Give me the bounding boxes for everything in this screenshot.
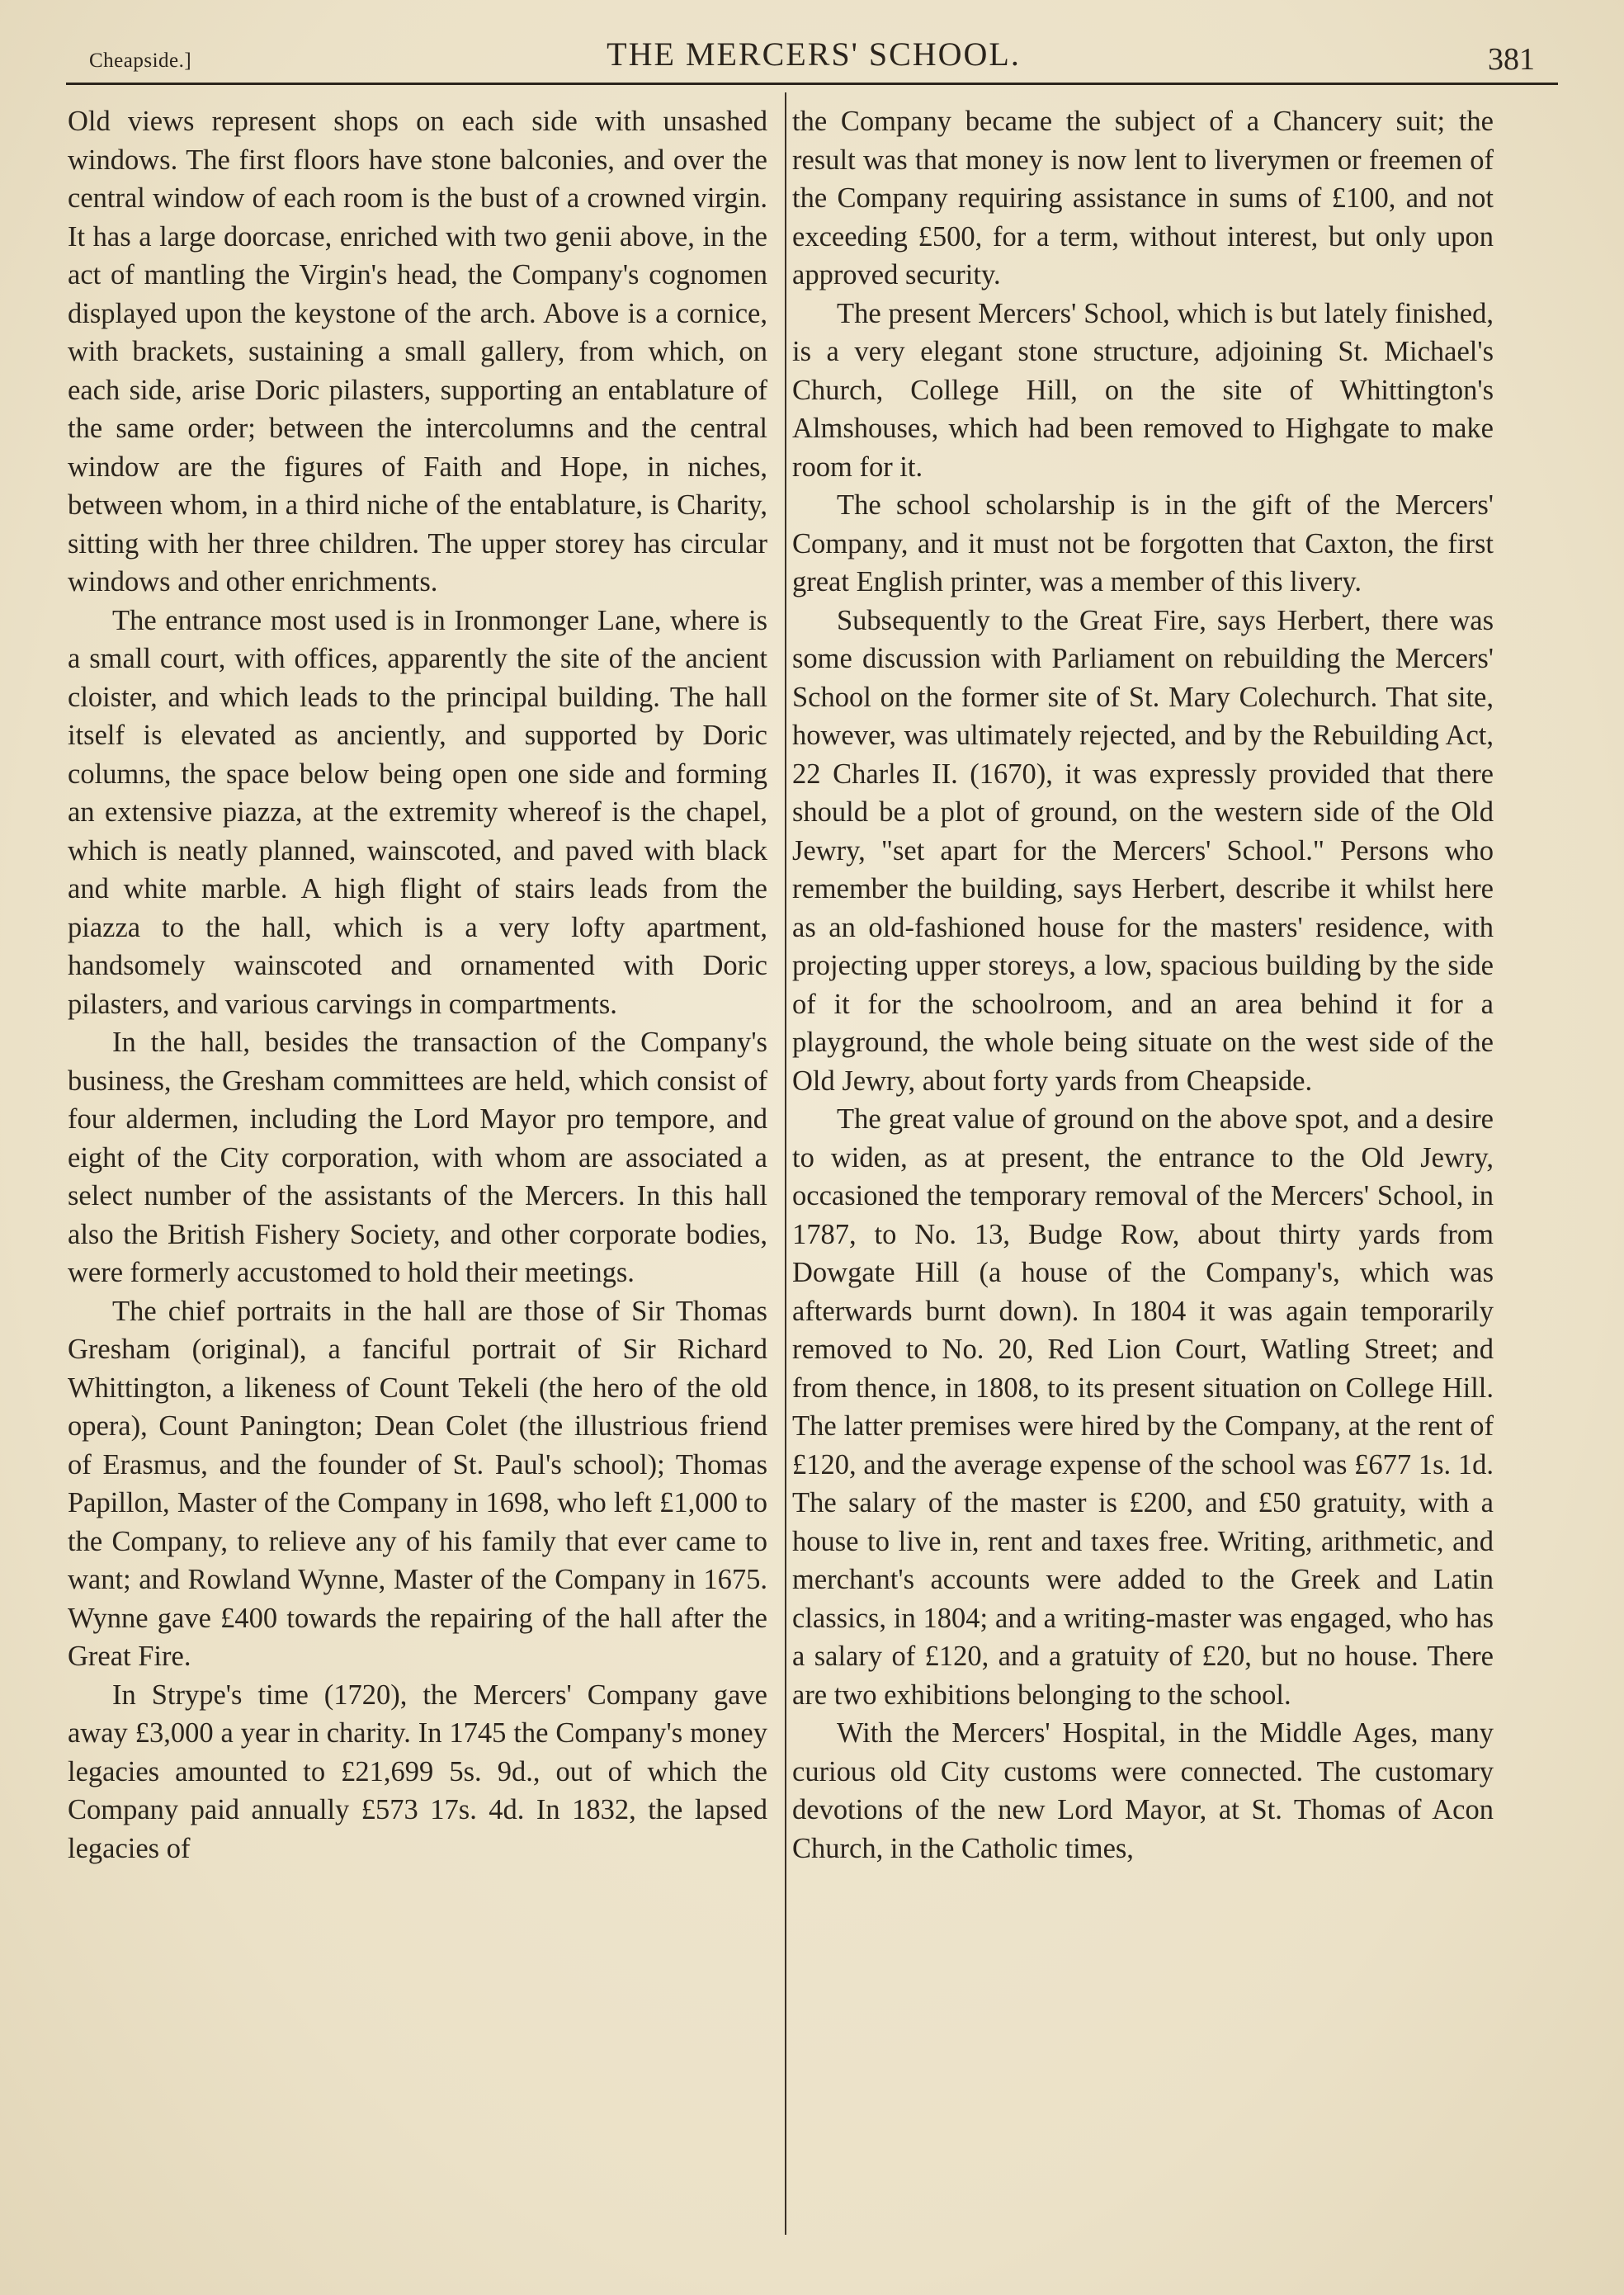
paragraph: In Strype's time (1720), the Mercers' Company gave away £3,000 a year in charity. In 1745 the Company's money legacies amounted to £21,699 5s. 9d., out of which the Company paid annually £573 17s. 4d. In 1832, the lapsed legacies of	[68, 1679, 767, 1864]
left-column	[68, 102, 767, 1868]
right-column	[792, 102, 1494, 1868]
paragraph: the Company became the subject of a Chancery suit; the result was that money is now lent to liverymen or freemen of the Company requiring assistance in sums of £100, and not exceeding £500, for a term, without interest, but only upon approved security.	[792, 106, 1494, 290]
paragraph: Subsequently to the Great Fire, says Herbert, there was some discussion with Parliament on rebuilding the Mercers' School on the former site of St. Mary Colechurch. That site, however, was ultimately rejected, and by the Rebuilding Act, 22 Charles II. (1670), it was expressly provided that there should be a plot of ground, on the western side of the Old Jewry, "set apart for the Mercers' School." Persons who remember the building, says Herbert, describe it whilst here as an old-fashioned house for the masters' residence, with projecting upper storeys, a low, spacious building by the side of it for the schoolroom, and an area behind it for a playground, the whole being situate on the west side of the Old Jewry, about forty yards from Cheapside.	[792, 604, 1494, 1097]
paragraph: The chief portraits in the hall are those of Sir Thomas Gresham (original), a fanciful portrait of Sir Richard Whittington, a likeness of Count Tekeli (the hero of the old opera), Count Panington; Dean Colet (the illustrious friend of Erasmus, and the founder of St. Paul's school); Thomas Papillon, Master of the Company in 1698, who left £1,000 to the Company, to relieve any of his family that ever came to want; and Rowland Wynne, Master of the Company in 1675. Wynne gave £400 towards the repairing of the hall after the Great Fire.	[68, 1295, 767, 1672]
paragraph: In the hall, besides the transaction of the Company's business, the Gresham committees are held, which consist of four aldermen, including the Lord Mayor pro tempore, and eight of the City corporation, with whom are associated a select number of the assistants of the Mercers. In this hall also the British Fishery Society, and other corporate bodies, were formerly accustomed to hold their meetings.	[68, 1027, 767, 1288]
running-head	[86, 33, 1541, 79]
header-rule	[66, 83, 1558, 85]
paragraph: Old views represent shops on each side with unsashed windows. The first floors have stone balconies, and over the central window of each room is the bust of a crowned virgin. It has a large doorcase, enriched with two genii above, in the act of mantling the Virgin's head, the Company's cognomen displayed upon the keystone of the arch. Above is a cornice, with brackets, sustaining a small gallery, from which, on each side, arise Doric pilasters, supporting an entablature of the same order; between the intercolumns and the central window are the figures of Faith and Hope, in niches, between whom, in a third niche of the entablature, is Charity, sitting with her three children. The upper storey has circular windows and other enrichments.	[68, 106, 767, 597]
paragraph: With the Mercers' Hospital, in the Middle Ages, many curious old City customs were connected. The customary devotions of the new Lord Mayor, at St. Thomas of Acon Church, in the Catholic times,	[792, 1717, 1494, 1864]
paragraph: The school scholarship is in the gift of the Mercers' Company, and it must not be forgotten that Caxton, the first great English printer, was a member of this livery.	[792, 489, 1494, 597]
paragraph: The great value of ground on the above spot, and a desire to widen, as at present, the entrance to the Old Jewry, occasioned the temporary removal of the Mercers' School, in 1787, to No. 13, Budge Row, about thirty yards from Dowgate Hill (a house of the Company's, which was afterwards burnt down). In 1804 it was again temporarily removed to No. 20, Red Lion Court, Watling Street; and from thence, in 1808, to its present situation on College Hill. The latter premises were hired by the Company, at the rent of £120, and the average expense of the school was £677 1s. 1d. The salary of the master is £200, and £50 gratuity, with a house to live in, rent and taxes free. Writing, arithmetic, and merchant's accounts were added to the Greek and Latin classics, in 1804; and a writing-master was engaged, who has a salary of £120, and a gratuity of £20, but no house. There are two exhibitions belonging to the school.	[792, 1103, 1494, 1711]
page-number: 381	[1488, 42, 1535, 77]
page-title: THE MERCERS' SCHOOL.	[607, 35, 1021, 73]
column-divider	[785, 92, 786, 2235]
section-label: Cheapside.]	[89, 50, 192, 72]
paragraph: The present Mercers' School, which is but lately finished, is a very elegant stone structure, adjoining St. Michael's Church, College Hill, on the site of Whittington's Almshouses, which had been removed to Highgate to make room for it.	[792, 297, 1494, 483]
paragraph: The entrance most used is in Ironmonger Lane, where is a small court, with offices, apparently the site of the ancient cloister, and which leads to the principal building. The hall itself is elevated as anciently, and supported by Doric columns, the space below being open one side and forming an extensive piazza, at the extremity whereof is the chapel, which is neatly planned, wainscoted, and paved with black and white marble. A high flight of stairs leads from the piazza to the hall, which is a very lofty apartment, handsomely wainscoted and ornamented with Doric pilasters, and various carvings in compartments.	[68, 604, 767, 1020]
